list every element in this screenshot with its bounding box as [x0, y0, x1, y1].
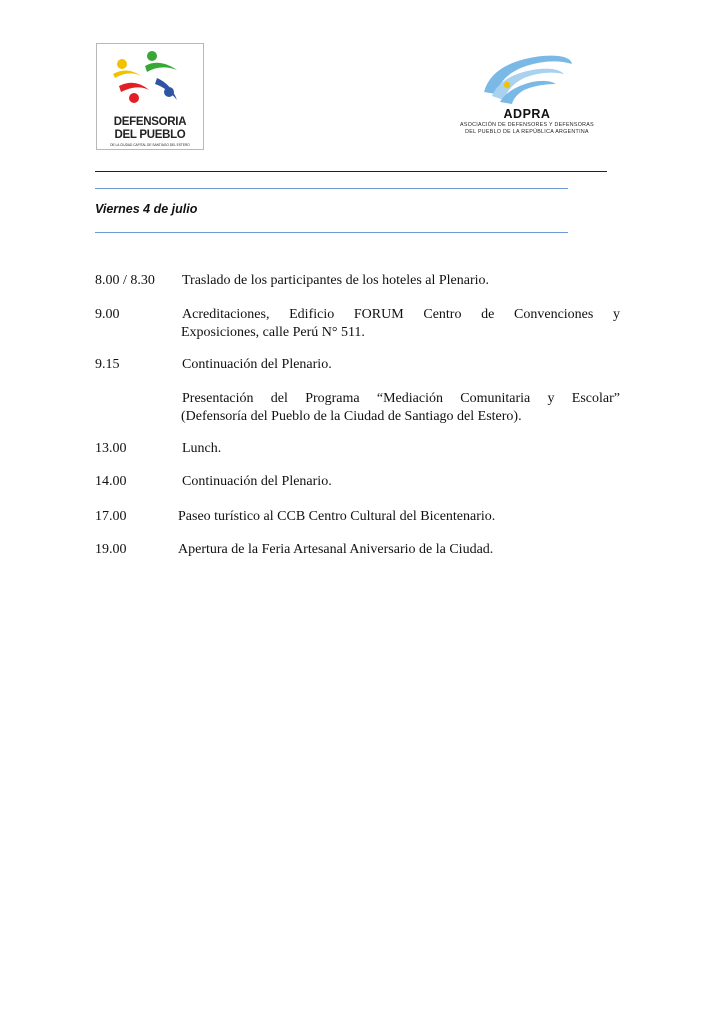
agenda-description: Continuación del Plenario. [182, 357, 332, 372]
agenda-description [181, 306, 620, 342]
day-title: Viernes 4 de julio [95, 202, 198, 216]
title-rule-top [95, 188, 568, 189]
agenda-time: 14.00 [95, 474, 127, 489]
title-rule-bottom [95, 232, 568, 233]
adpra-logo [452, 52, 602, 137]
adpra-acronym: ADPRA [503, 107, 551, 121]
agenda-time: 8.00 / 8.30 [95, 273, 155, 288]
agenda-item [95, 473, 620, 491]
agenda-item [95, 272, 620, 290]
agenda-description: Continuación del Plenario. [182, 474, 332, 489]
agenda-time: 9.15 [95, 357, 120, 372]
agenda-description [181, 390, 620, 426]
agenda-description-line: (Defensoría del Pueblo de la Ciudad de Santiago del Estero). [181, 409, 522, 424]
agenda-description: Traslado de los participantes de los hoteles al Plenario. [182, 273, 490, 288]
agenda-item [95, 508, 620, 526]
agenda-time: 17.00 [95, 509, 127, 524]
agenda-description-line: Exposiciones, calle Perú N° 511. [181, 325, 365, 340]
defensoria-logo [96, 43, 204, 150]
defensoria-emblem-icon [97, 44, 203, 116]
agenda-time: 9.00 [95, 307, 120, 322]
agenda-item [95, 440, 620, 458]
agenda-description-line: Presentación del Programa “Mediación Comunitaria y Escolar” [182, 391, 620, 406]
agenda-description: Apertura de la Feria Artesanal Aniversario de la Ciudad. [178, 542, 494, 557]
agenda-description: Paseo turístico al CCB Centro Cultural del Bicentenario. [178, 509, 496, 524]
agenda-time: 19.00 [95, 542, 127, 557]
adpra-emblem-icon [452, 52, 602, 108]
agenda-time: 13.00 [95, 441, 127, 456]
logo-line-3: DE LA CIUDAD CAPITAL DE SANTIAGO DEL ESTERO [110, 143, 190, 147]
adpra-name-line-1: ASOCIACIÓN DE DEFENSORES Y DEFENSORAS [460, 122, 594, 128]
agenda-item [95, 390, 620, 426]
agenda-item [95, 541, 620, 559]
header-separator [95, 171, 607, 172]
logo-line-2: DEL PUEBLO [114, 129, 186, 141]
adpra-name-line-2: DEL PUEBLO DE LA REPÚBLICA ARGENTINA [465, 129, 589, 135]
agenda-item [95, 356, 620, 374]
logo-line-1: DEFENSORIA [113, 116, 187, 128]
agenda-item [95, 306, 620, 342]
agenda-description: Lunch. [182, 441, 222, 456]
agenda-description-line: Acreditaciones, Edificio FORUM Centro de Convenciones y [182, 307, 620, 322]
